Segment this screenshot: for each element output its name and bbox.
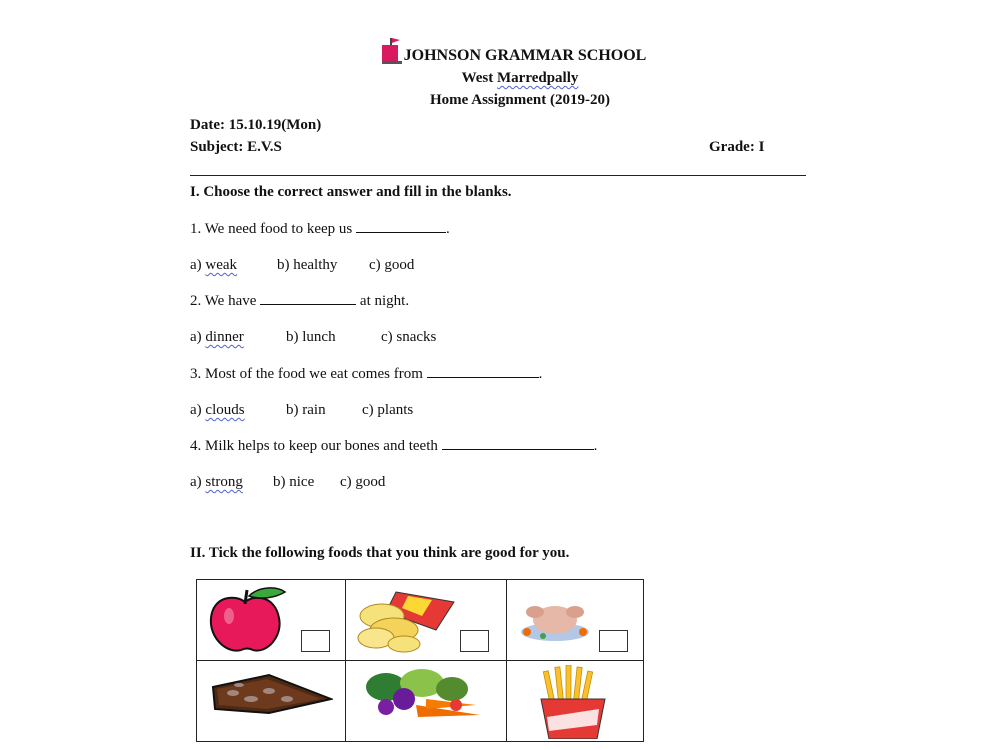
location-word: Marredpally bbox=[497, 70, 579, 86]
apple-icon bbox=[205, 586, 289, 656]
option-b: b) rain bbox=[286, 402, 326, 418]
assignment-title: Home Assignment (2019-20) bbox=[430, 92, 610, 108]
location-text: West Marredpally bbox=[461, 70, 579, 86]
question-3-text: 3. Most of the food we eat comes from bbox=[190, 366, 427, 382]
food-cell bbox=[507, 580, 644, 661]
question-2 bbox=[190, 292, 409, 310]
roast-chicken-icon bbox=[517, 594, 593, 644]
option-c: c) good bbox=[340, 474, 386, 490]
school-location bbox=[330, 70, 710, 87]
option-text: a) strong bbox=[190, 474, 243, 490]
chips-packet-icon bbox=[356, 586, 456, 656]
question-1-text: 1. We need food to keep us bbox=[190, 221, 356, 237]
food-cell bbox=[346, 661, 507, 742]
option-b: b) healthy bbox=[277, 257, 338, 273]
question-1 bbox=[190, 220, 450, 238]
option-c: c) good bbox=[369, 257, 415, 273]
question-2-end: at night. bbox=[356, 293, 410, 309]
section-2-heading: II. Tick the following foods that you think are good for you. bbox=[190, 545, 570, 561]
question-4-text: 4. Milk helps to keep our bones and teeth bbox=[190, 438, 442, 454]
food-grid bbox=[196, 579, 644, 742]
vegetables-icon bbox=[356, 665, 486, 721]
option-text: a) clouds bbox=[190, 402, 245, 418]
food-cell bbox=[197, 580, 346, 661]
header-divider bbox=[190, 175, 806, 176]
option-text: a) dinner bbox=[190, 329, 244, 345]
option-word: dinner bbox=[205, 329, 244, 345]
fries-icon bbox=[533, 665, 613, 739]
tick-checkbox[interactable] bbox=[599, 630, 628, 652]
food-cell bbox=[507, 661, 644, 742]
question-3-end: . bbox=[538, 366, 543, 382]
option-word: strong bbox=[205, 474, 243, 490]
option-a bbox=[190, 474, 243, 491]
tick-checkbox[interactable] bbox=[301, 630, 330, 652]
answer-blank[interactable] bbox=[442, 437, 594, 450]
section-1-heading: I. Choose the correct answer and fill in the blanks. bbox=[190, 184, 512, 200]
question-1-end: . bbox=[445, 221, 450, 237]
option-word: weak bbox=[205, 257, 238, 273]
question-4-end: . bbox=[593, 438, 598, 454]
option-word: clouds bbox=[205, 402, 245, 418]
date-line: Date: 15.10.19(Mon) bbox=[190, 117, 322, 133]
option-a bbox=[190, 329, 244, 346]
grade-line: Grade: I bbox=[709, 139, 765, 155]
question-2-text: 2. We have bbox=[190, 293, 261, 309]
food-cell bbox=[346, 580, 507, 661]
answer-blank[interactable] bbox=[356, 220, 446, 233]
option-c: c) snacks bbox=[381, 329, 437, 345]
question-3 bbox=[190, 365, 542, 383]
food-cell bbox=[197, 661, 346, 742]
chocolate-cake-icon bbox=[209, 669, 333, 719]
option-a bbox=[190, 257, 237, 274]
option-b: b) lunch bbox=[286, 329, 336, 345]
question-4 bbox=[190, 437, 597, 455]
option-text: a) weak bbox=[190, 257, 238, 273]
tick-checkbox[interactable] bbox=[460, 630, 489, 652]
option-c: c) plants bbox=[362, 402, 414, 418]
option-a bbox=[190, 402, 245, 419]
school-name: JOHNSON GRAMMAR SCHOOL bbox=[403, 47, 647, 64]
option-b: b) nice bbox=[273, 474, 315, 490]
subject-line: Subject: E.V.S bbox=[190, 139, 282, 155]
answer-blank[interactable] bbox=[260, 292, 356, 305]
answer-blank[interactable] bbox=[427, 365, 539, 378]
